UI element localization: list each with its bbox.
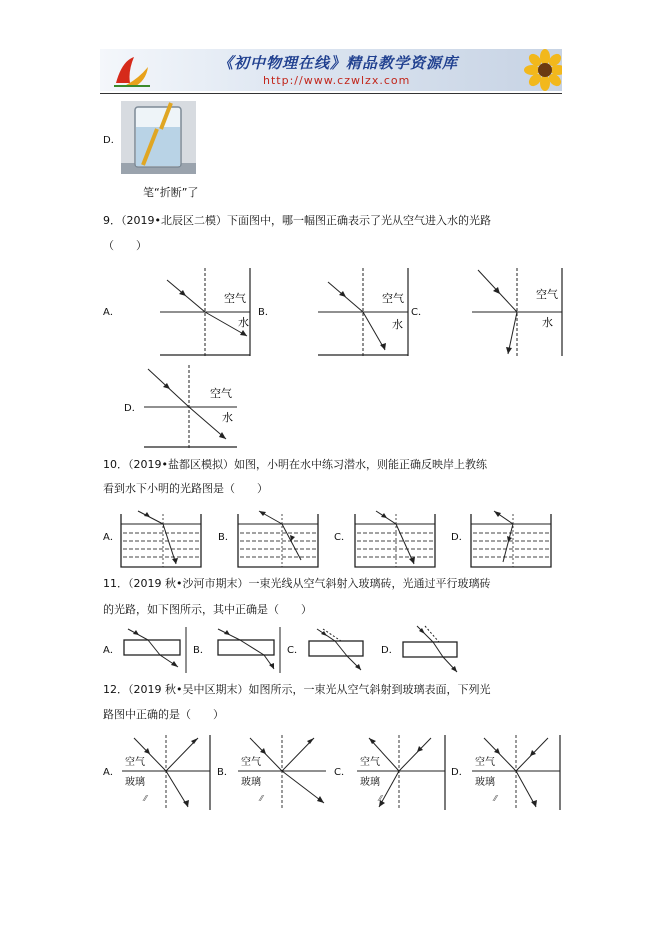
q9-c-air-label: 空气 — [536, 288, 558, 301]
q10-diagram-d — [470, 510, 552, 568]
q9-option-b-label: B． — [258, 307, 275, 318]
q9-diagram-c — [470, 268, 565, 356]
q9-c-water-label: 水 — [542, 316, 553, 329]
q12-stem-line2: 路图中正确的是（ ） — [103, 708, 224, 721]
sunflower-icon — [520, 49, 562, 91]
q9-b-air-label: 空气 — [382, 292, 404, 305]
q11-option-d-label: D． — [381, 645, 399, 656]
banner-rule — [100, 93, 562, 94]
q9-diagram-b — [316, 268, 411, 356]
q12-b-air-label: 空气 — [241, 757, 261, 768]
q12-option-a-label: A． — [103, 767, 120, 778]
q12-diagram-d — [470, 735, 562, 810]
q9-option-c-label: C． — [411, 307, 428, 318]
q10-option-d-label: D． — [451, 532, 469, 543]
q12-option-d-label: D． — [451, 767, 469, 778]
q9-option-a-label: A． — [103, 307, 120, 318]
q11-option-c-label: C． — [287, 645, 304, 656]
q8-caption: 笔“折断”了 — [143, 186, 199, 199]
svg-text:⁄⁄: ⁄⁄ — [379, 794, 382, 803]
q12-d-glass-label: 玻璃 — [475, 777, 495, 788]
q10-option-a-label: A． — [103, 532, 120, 543]
q10-stem-line2: 看到水下小明的光路图是（ ） — [103, 482, 268, 495]
q11-option-a-label: A． — [103, 645, 120, 656]
q11-diagram-a — [118, 627, 188, 673]
q12-c-air-label: 空气 — [360, 757, 380, 768]
logo-icon — [112, 53, 152, 89]
svg-text:⁄⁄: ⁄⁄ — [144, 794, 147, 803]
q12-b-glass-label: 玻璃 — [241, 777, 261, 788]
q11-diagram-c — [303, 627, 367, 673]
q10-option-b-label: B． — [218, 532, 235, 543]
q9-b-water-label: 水 — [392, 318, 403, 331]
q11-stem-line2: 的光路，如下图所示，其中正确是（ ） — [103, 603, 312, 616]
q10-diagram-b — [237, 510, 319, 568]
q9-diagram-a — [158, 268, 253, 356]
q9-stem-line1: 9．（2019•北辰区二模）下面图中，哪一幅图正确表示了光从空气进入水的光路 — [103, 214, 491, 227]
q12-option-c-label: C． — [334, 767, 351, 778]
svg-text:⁄⁄: ⁄⁄ — [260, 794, 263, 803]
header-banner — [100, 49, 562, 91]
svg-text:⁄⁄: ⁄⁄ — [494, 794, 497, 803]
q9-d-water-label: 水 — [222, 411, 233, 424]
q9-d-air-label: 空气 — [210, 387, 232, 400]
q10-diagram-c — [354, 510, 436, 568]
q11-stem-line1: 11．（2019 秋•沙河市期末）一束光线从空气斜射入玻璃砖，光通过平行玻璃砖 — [103, 577, 491, 590]
q10-option-c-label: C． — [334, 532, 351, 543]
glass-pencil-image — [121, 101, 196, 174]
banner-title: 《初中物理在线》精品教学资源库 — [218, 54, 459, 72]
q12-a-glass-label: 玻璃 — [125, 777, 145, 788]
q9-stem-line2: （ ） — [103, 239, 147, 252]
q11-diagram-d — [397, 625, 463, 675]
q12-diagram-b — [236, 735, 328, 810]
q12-d-air-label: 空气 — [475, 757, 495, 768]
q11-diagram-b — [210, 627, 282, 673]
q9-diagram-d — [142, 365, 237, 449]
q12-a-air-label: 空气 — [125, 757, 145, 768]
q10-diagram-a — [120, 510, 202, 568]
q12-c-glass-label: 玻璃 — [360, 777, 380, 788]
q12-option-b-label: B． — [217, 767, 234, 778]
q9-option-d-label: D． — [124, 403, 142, 414]
q8-option-d-label: D． — [103, 135, 121, 146]
q9-a-water-label: 水 — [238, 316, 249, 329]
q12-stem-line1: 12．（2019 秋•吴中区期末）如图所示，一束光从空气斜射到玻璃表面，下列光 — [103, 683, 491, 696]
q9-a-air-label: 空气 — [224, 292, 246, 305]
banner-url: http://www.czwlzx.com — [263, 74, 411, 87]
q11-option-b-label: B． — [193, 645, 210, 656]
q10-stem-line1: 10．（2019•盐都区模拟）如图，小明在水中练习潜水，则能正确反映岸上教练 — [103, 458, 487, 471]
q12-diagram-c — [355, 735, 447, 810]
q12-diagram-a — [120, 735, 212, 810]
